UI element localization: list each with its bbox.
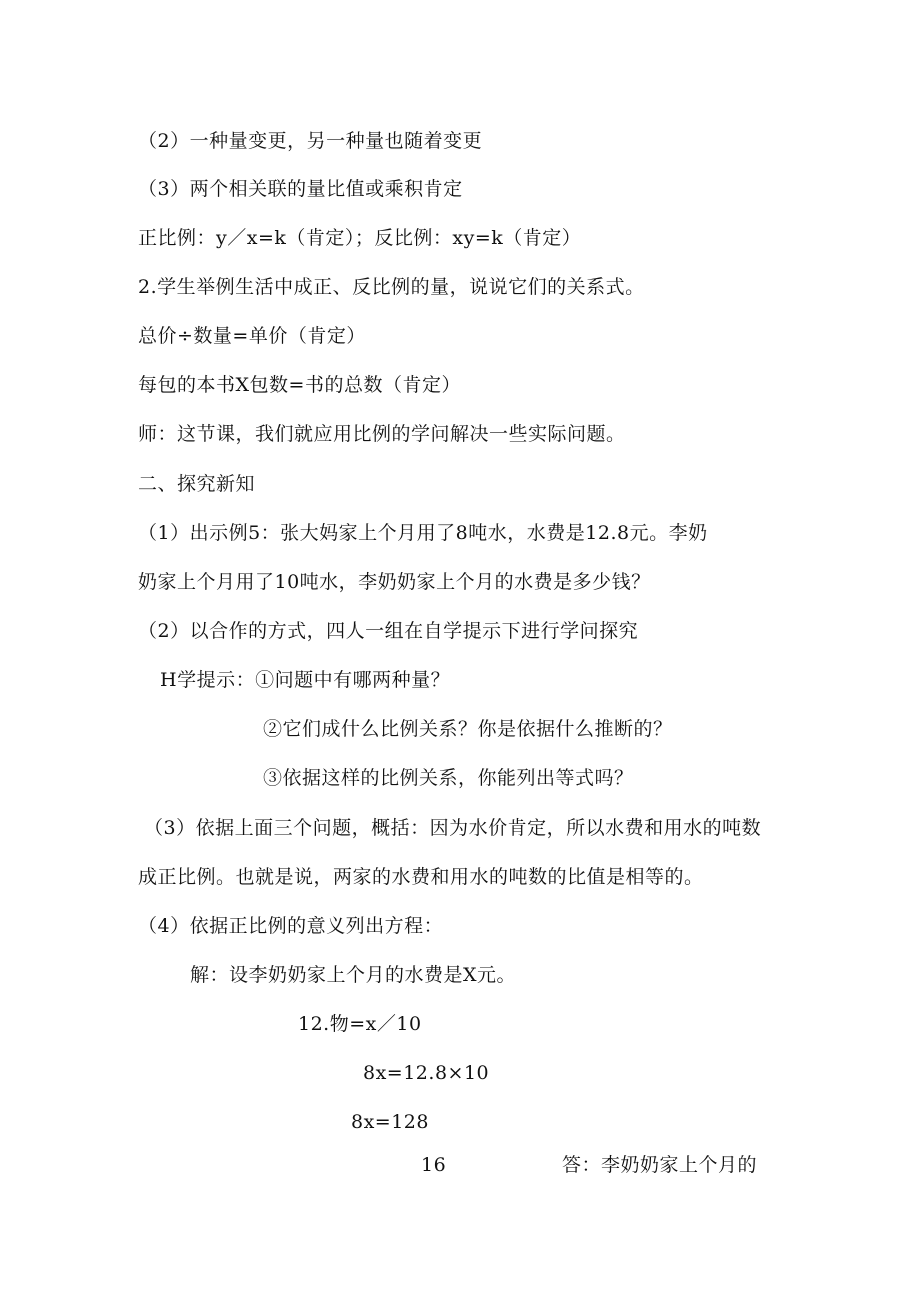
equation-line-2: 8x=12.8×10 <box>363 1062 490 1084</box>
text-line-7: 师：这节课，我们就应用比例的学问解决一些实际问题。 <box>138 423 626 445</box>
text-line-4: 2.学生举例生活中成正、反比例的量，说说它们的关系式。 <box>138 276 645 298</box>
equation-line-3: 8x=128 <box>351 1111 429 1133</box>
text-line-5: 总价÷数量=单价（肯定） <box>138 325 366 347</box>
equation-line-1: 12.物=x／10 <box>298 1013 422 1035</box>
text-line-11: （2）以合作的方式，四人一组在自学提示下进行学问探究 <box>138 620 639 642</box>
text-line-17: （4）依据正比例的意义列出方程： <box>138 915 444 937</box>
text-line-6: 每包的本书X包数=书的总数（肯定） <box>138 374 461 396</box>
text-line-9: （1）出示例5：张大妈家上个月用了8吨水，水费是12.8元。李奶 <box>138 522 708 544</box>
text-line-15: （3）依据上面三个问题，概括：因为水价肯定，所以水费和用水的吨数 <box>144 817 762 839</box>
solution-line: 解：设李奶奶家上个月的水费是X元。 <box>190 964 517 986</box>
equation-line-4: 16 <box>421 1154 447 1176</box>
text-line-16: 成正比例。也就是说，两家的水费和用水的吨数的比值是相等的。 <box>138 866 704 888</box>
text-line-10: 奶家上个月用了10吨水，李奶奶家上个月的水费是多少钱？ <box>138 571 651 593</box>
answer-line: 答：李奶奶家上个月的 <box>562 1154 758 1176</box>
text-line-1: （2）一种量变更，另一种量也随着变更 <box>138 130 483 152</box>
text-line-2: （3）两个相关联的量比值或乘积肯定 <box>138 178 463 200</box>
text-line-3: 正比例：y／x=k（肯定）；反比例：xy=k（肯定） <box>138 227 582 249</box>
section-heading: 二、探究新知 <box>138 473 256 495</box>
hint-line-2: ②它们成什么比例关系？你是依据什么推断的？ <box>263 718 673 740</box>
hint-line-3: ③依据这样的比例关系，你能列出等式吗？ <box>263 767 634 789</box>
hint-line-1: H学提示：①问题中有哪两种量？ <box>160 669 451 691</box>
